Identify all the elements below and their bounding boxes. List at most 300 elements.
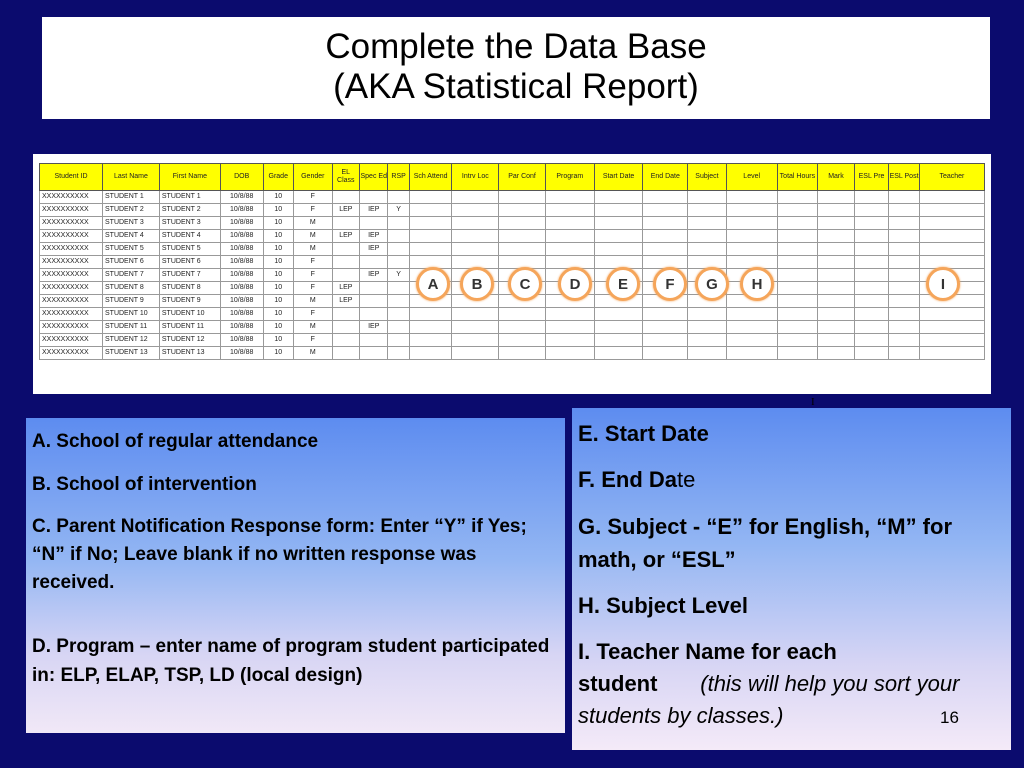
table-cell <box>643 334 688 347</box>
column-header: EL Class <box>332 164 359 191</box>
table-cell <box>854 269 889 282</box>
table-cell: STUDENT 8 <box>159 282 220 295</box>
table-cell: STUDENT 3 <box>159 217 220 230</box>
table-cell <box>360 308 388 321</box>
column-header: DOB <box>220 164 263 191</box>
table-cell <box>777 334 818 347</box>
callout-f: F <box>653 267 687 301</box>
legend-f-bold: F. End Da <box>578 467 678 492</box>
table-cell <box>818 321 855 334</box>
table-cell <box>409 334 452 347</box>
table-cell: STUDENT 10 <box>159 308 220 321</box>
table-cell <box>854 282 889 295</box>
table-cell: M <box>293 230 332 243</box>
table-cell <box>499 204 546 217</box>
spreadsheet-image <box>33 154 991 394</box>
table-cell: M <box>293 243 332 256</box>
table-cell: XXXXXXXXXX <box>40 282 103 295</box>
slide-title <box>42 17 990 119</box>
legend-a: A. School of regular attendance <box>32 431 319 452</box>
table-cell <box>643 321 688 334</box>
table-cell <box>452 217 499 230</box>
table-cell <box>854 256 889 269</box>
table-row <box>40 295 985 308</box>
table-cell <box>726 308 777 321</box>
title-line-1: Complete the Data Base <box>325 27 707 66</box>
table-cell <box>594 217 643 230</box>
table-cell: LEP <box>332 204 359 217</box>
table-cell <box>643 217 688 230</box>
table-cell <box>854 308 889 321</box>
table-cell: XXXXXXXXXX <box>40 269 103 282</box>
table-cell: 10/8/88 <box>220 269 263 282</box>
table-cell: STUDENT 11 <box>103 321 160 334</box>
table-cell <box>777 191 818 204</box>
table-cell: STUDENT 2 <box>103 204 160 217</box>
table-cell: XXXXXXXXXX <box>40 217 103 230</box>
column-header: RSP <box>388 164 409 191</box>
table-row <box>40 347 985 360</box>
column-header: Student ID <box>40 164 103 191</box>
callout-i: I <box>926 267 960 301</box>
spreadsheet-table <box>39 163 985 360</box>
table-cell <box>777 321 818 334</box>
table-cell <box>332 308 359 321</box>
table-cell: IEP <box>360 321 388 334</box>
table-cell <box>919 256 984 269</box>
table-cell: F <box>293 269 332 282</box>
table-cell: 10/8/88 <box>220 321 263 334</box>
table-cell: STUDENT 4 <box>159 230 220 243</box>
table-cell <box>332 347 359 360</box>
table-cell: 10 <box>263 256 293 269</box>
callout-g: G <box>695 267 729 301</box>
left-legend-panel <box>26 418 565 733</box>
table-cell: STUDENT 7 <box>103 269 160 282</box>
table-cell <box>919 321 984 334</box>
legend-d: D. Program – enter name of program student participated in: ELP, ELAP, TSP, LD (local design) <box>32 636 550 686</box>
table-cell <box>726 204 777 217</box>
table-cell <box>777 269 818 282</box>
table-cell: F <box>293 204 332 217</box>
table-cell <box>499 347 546 360</box>
table-cell <box>499 191 546 204</box>
table-cell <box>726 256 777 269</box>
column-header: Spec Ed <box>360 164 388 191</box>
column-header: Subject <box>688 164 727 191</box>
table-cell <box>919 243 984 256</box>
table-cell <box>818 243 855 256</box>
table-cell: XXXXXXXXXX <box>40 191 103 204</box>
table-cell <box>854 347 889 360</box>
table-cell: IEP <box>360 204 388 217</box>
table-cell <box>818 269 855 282</box>
table-cell: Y <box>388 204 409 217</box>
legend-f-rest: te <box>677 467 696 492</box>
table-cell: 10/8/88 <box>220 191 263 204</box>
table-cell <box>388 334 409 347</box>
callout-e: E <box>606 267 640 301</box>
table-cell: STUDENT 8 <box>103 282 160 295</box>
table-cell <box>777 204 818 217</box>
stray-mark-1: I <box>811 396 815 408</box>
table-cell <box>854 295 889 308</box>
table-cell: 10 <box>263 308 293 321</box>
legend-b: B. School of intervention <box>32 474 257 495</box>
table-cell <box>688 243 727 256</box>
legend-g: G. Subject - “E” for English, “M” for math, or “ESL” <box>578 514 953 572</box>
column-header: ESL Post <box>889 164 919 191</box>
table-cell <box>545 321 594 334</box>
table-cell <box>818 347 855 360</box>
table-cell <box>594 191 643 204</box>
table-cell <box>889 191 919 204</box>
table-cell <box>726 217 777 230</box>
table-cell <box>643 204 688 217</box>
table-cell <box>594 334 643 347</box>
legend-f <box>578 464 1005 496</box>
table-cell: IEP <box>360 269 388 282</box>
table-cell <box>409 321 452 334</box>
table-cell: LEP <box>332 282 359 295</box>
column-header: Gender <box>293 164 332 191</box>
table-cell <box>545 230 594 243</box>
table-cell <box>332 334 359 347</box>
table-cell <box>777 282 818 295</box>
legend-i-italic: (this will help you sort your students by classes.) <box>578 671 960 728</box>
table-cell: STUDENT 13 <box>103 347 160 360</box>
table-cell <box>777 256 818 269</box>
title-line-2: (AKA Statistical Report) <box>333 67 699 106</box>
legend-e: E. Start Date <box>578 421 709 446</box>
table-row <box>40 204 985 217</box>
callout-b: B <box>460 267 494 301</box>
table-cell <box>777 217 818 230</box>
table-cell <box>726 334 777 347</box>
table-cell: STUDENT 1 <box>103 191 160 204</box>
table-row <box>40 230 985 243</box>
right-legend-panel <box>572 408 1011 750</box>
table-cell <box>854 217 889 230</box>
table-cell <box>409 230 452 243</box>
column-header: Program <box>545 164 594 191</box>
table-cell: STUDENT 9 <box>103 295 160 308</box>
table-cell <box>889 347 919 360</box>
table-cell <box>545 217 594 230</box>
table-cell: STUDENT 13 <box>159 347 220 360</box>
table-cell <box>688 334 727 347</box>
table-cell: F <box>293 191 332 204</box>
table-cell <box>726 230 777 243</box>
table-cell <box>409 347 452 360</box>
table-cell <box>452 230 499 243</box>
table-cell <box>643 191 688 204</box>
table-cell <box>499 321 546 334</box>
table-cell <box>688 230 727 243</box>
table-cell <box>388 295 409 308</box>
table-cell <box>388 282 409 295</box>
table-cell <box>889 230 919 243</box>
table-cell <box>889 321 919 334</box>
table-cell <box>854 204 889 217</box>
table-row <box>40 334 985 347</box>
table-cell <box>409 191 452 204</box>
table-cell <box>452 308 499 321</box>
table-cell <box>688 191 727 204</box>
table-cell <box>499 230 546 243</box>
table-cell <box>545 204 594 217</box>
table-cell <box>388 321 409 334</box>
table-cell: LEP <box>332 295 359 308</box>
table-cell: STUDENT 9 <box>159 295 220 308</box>
table-cell <box>889 217 919 230</box>
table-cell: 10 <box>263 243 293 256</box>
table-cell: LEP <box>332 230 359 243</box>
table-cell: STUDENT 2 <box>159 204 220 217</box>
table-cell <box>818 282 855 295</box>
table-cell: 10/8/88 <box>220 295 263 308</box>
legend-i-bold: I. Teacher Name for each student <box>578 639 837 696</box>
column-header: Last Name <box>103 164 160 191</box>
table-cell: 10 <box>263 295 293 308</box>
table-cell <box>818 204 855 217</box>
table-cell: 10 <box>263 282 293 295</box>
table-cell: M <box>293 347 332 360</box>
table-cell: 10/8/88 <box>220 347 263 360</box>
table-cell: 10 <box>263 191 293 204</box>
table-cell <box>889 282 919 295</box>
table-row <box>40 308 985 321</box>
table-cell <box>854 243 889 256</box>
table-cell <box>919 347 984 360</box>
table-cell: STUDENT 10 <box>103 308 160 321</box>
table-cell <box>360 295 388 308</box>
table-cell <box>818 334 855 347</box>
table-cell: STUDENT 6 <box>159 256 220 269</box>
table-cell <box>409 217 452 230</box>
table-cell <box>818 256 855 269</box>
table-cell <box>726 191 777 204</box>
table-cell <box>889 256 919 269</box>
table-cell <box>643 243 688 256</box>
table-cell <box>388 230 409 243</box>
table-cell: M <box>293 321 332 334</box>
column-header: End Date <box>643 164 688 191</box>
table-cell <box>777 308 818 321</box>
table-cell: XXXXXXXXXX <box>40 243 103 256</box>
table-cell: 10/8/88 <box>220 204 263 217</box>
column-header: Level <box>726 164 777 191</box>
table-cell: XXXXXXXXXX <box>40 295 103 308</box>
table-cell <box>332 321 359 334</box>
table-cell <box>854 334 889 347</box>
table-cell: XXXXXXXXXX <box>40 204 103 217</box>
table-cell: 10/8/88 <box>220 230 263 243</box>
table-cell <box>726 347 777 360</box>
callout-c: C <box>508 267 542 301</box>
table-cell <box>594 230 643 243</box>
table-cell <box>777 295 818 308</box>
table-cell: 10 <box>263 321 293 334</box>
column-header: Sch Attend <box>409 164 452 191</box>
table-cell <box>360 282 388 295</box>
table-cell <box>452 334 499 347</box>
table-cell <box>889 269 919 282</box>
table-cell: F <box>293 334 332 347</box>
legend-h: H. Subject Level <box>578 593 748 618</box>
table-cell: XXXXXXXXXX <box>40 334 103 347</box>
table-cell <box>818 217 855 230</box>
table-cell <box>643 230 688 243</box>
table-cell: Y <box>388 269 409 282</box>
header-row <box>40 164 985 191</box>
table-cell <box>545 308 594 321</box>
table-cell: 10 <box>263 347 293 360</box>
table-row <box>40 256 985 269</box>
table-cell <box>688 321 727 334</box>
table-cell <box>889 295 919 308</box>
table-cell <box>889 334 919 347</box>
table-cell <box>688 217 727 230</box>
table-cell <box>889 243 919 256</box>
table-cell <box>594 308 643 321</box>
table-cell <box>643 347 688 360</box>
table-cell <box>332 217 359 230</box>
callout-d: D <box>558 267 592 301</box>
table-cell: 10/8/88 <box>220 243 263 256</box>
table-cell: XXXXXXXXXX <box>40 256 103 269</box>
column-header: Total Hours <box>777 164 818 191</box>
table-cell: 10 <box>263 217 293 230</box>
table-cell <box>360 191 388 204</box>
table-cell <box>452 204 499 217</box>
table-cell <box>499 217 546 230</box>
table-row <box>40 191 985 204</box>
table-cell <box>332 256 359 269</box>
table-cell <box>388 347 409 360</box>
table-cell: 10 <box>263 334 293 347</box>
table-row <box>40 321 985 334</box>
table-cell <box>388 243 409 256</box>
table-cell <box>643 308 688 321</box>
table-cell <box>889 204 919 217</box>
table-cell: XXXXXXXXXX <box>40 347 103 360</box>
table-cell <box>919 217 984 230</box>
table-cell: STUDENT 3 <box>103 217 160 230</box>
table-cell: 10/8/88 <box>220 308 263 321</box>
table-cell <box>777 243 818 256</box>
table-cell: M <box>293 217 332 230</box>
table-cell: STUDENT 6 <box>103 256 160 269</box>
table-cell <box>594 321 643 334</box>
table-cell <box>499 334 546 347</box>
column-header: Start Date <box>594 164 643 191</box>
table-cell <box>360 256 388 269</box>
table-cell <box>818 295 855 308</box>
table-cell <box>452 347 499 360</box>
table-cell <box>388 217 409 230</box>
table-cell: IEP <box>360 230 388 243</box>
table-cell <box>545 347 594 360</box>
column-header: Intrv Loc <box>452 164 499 191</box>
table-cell <box>545 243 594 256</box>
table-cell <box>545 191 594 204</box>
table-cell <box>688 347 727 360</box>
column-header: Par Conf <box>499 164 546 191</box>
table-cell: IEP <box>360 243 388 256</box>
table-cell <box>452 243 499 256</box>
table-cell: XXXXXXXXXX <box>40 230 103 243</box>
table-cell <box>919 308 984 321</box>
table-cell: F <box>293 256 332 269</box>
legend-c: C. Parent Notification Response form: Enter “Y” if Yes; “N” if No; Leave blank if no written response was received. <box>32 516 527 593</box>
table-cell <box>777 230 818 243</box>
table-cell <box>854 321 889 334</box>
table-cell: 10/8/88 <box>220 217 263 230</box>
column-header: First Name <box>159 164 220 191</box>
table-cell: 10 <box>263 204 293 217</box>
callout-h: H <box>740 267 774 301</box>
table-cell <box>854 230 889 243</box>
table-cell <box>688 308 727 321</box>
table-cell <box>360 347 388 360</box>
page-number: 16 <box>940 708 959 727</box>
table-cell <box>726 243 777 256</box>
table-cell: M <box>293 295 332 308</box>
table-cell <box>919 230 984 243</box>
table-cell <box>388 191 409 204</box>
table-cell <box>594 347 643 360</box>
table-cell: STUDENT 5 <box>159 243 220 256</box>
table-cell <box>499 243 546 256</box>
table-cell <box>889 308 919 321</box>
table-cell <box>409 204 452 217</box>
table-cell <box>594 243 643 256</box>
table-row <box>40 243 985 256</box>
table-cell: STUDENT 1 <box>159 191 220 204</box>
table-cell: 10/8/88 <box>220 256 263 269</box>
table-cell <box>854 191 889 204</box>
column-header: Teacher <box>919 164 984 191</box>
table-cell: F <box>293 282 332 295</box>
callout-a: A <box>416 267 450 301</box>
table-cell <box>409 308 452 321</box>
table-cell: STUDENT 12 <box>103 334 160 347</box>
table-cell <box>360 334 388 347</box>
table-cell <box>726 321 777 334</box>
table-cell <box>688 204 727 217</box>
table-cell <box>818 191 855 204</box>
table-row <box>40 217 985 230</box>
table-cell <box>388 256 409 269</box>
column-header: Grade <box>263 164 293 191</box>
table-cell <box>919 334 984 347</box>
table-cell: STUDENT 4 <box>103 230 160 243</box>
table-cell <box>818 308 855 321</box>
table-cell: XXXXXXXXXX <box>40 308 103 321</box>
table-cell: STUDENT 12 <box>159 334 220 347</box>
table-cell: 10/8/88 <box>220 334 263 347</box>
table-cell <box>332 191 359 204</box>
table-cell: STUDENT 7 <box>159 269 220 282</box>
table-cell <box>452 321 499 334</box>
table-cell <box>388 308 409 321</box>
table-cell <box>919 204 984 217</box>
table-cell: F <box>293 308 332 321</box>
table-cell <box>594 204 643 217</box>
table-cell: XXXXXXXXXX <box>40 321 103 334</box>
table-cell <box>409 243 452 256</box>
